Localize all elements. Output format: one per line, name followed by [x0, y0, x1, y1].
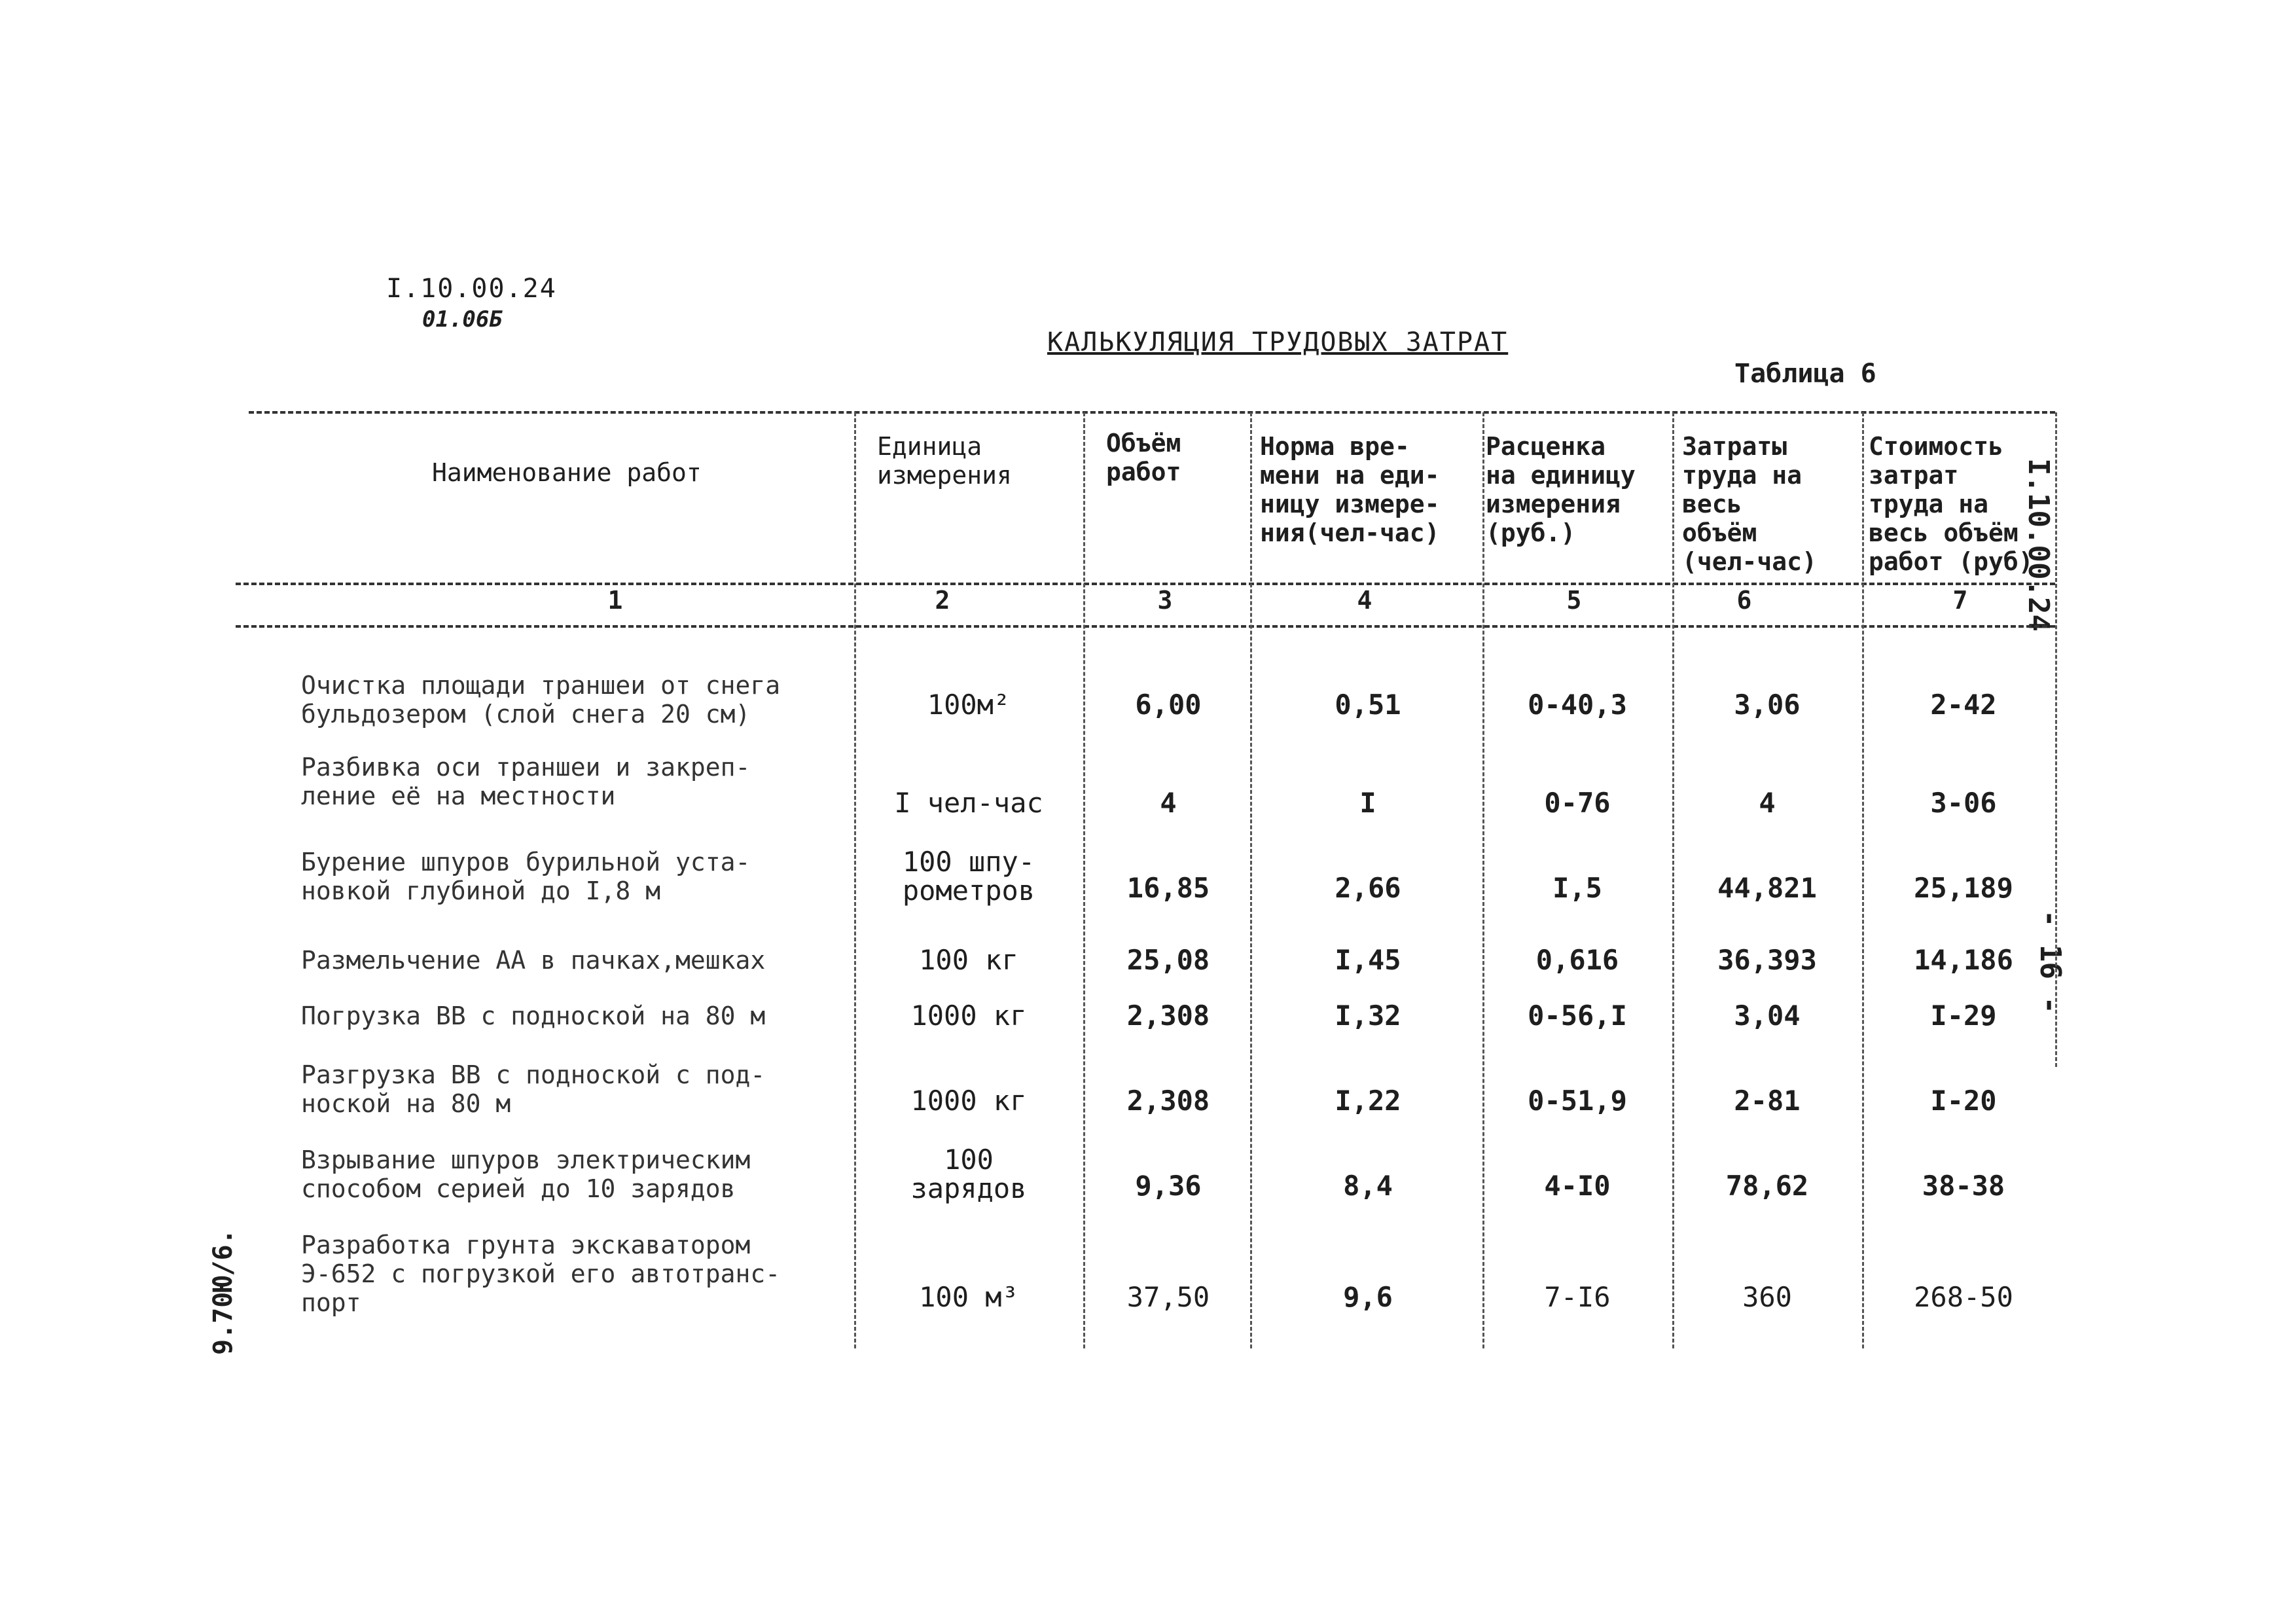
row-volume: 37,50 [1126, 1281, 1210, 1313]
row-work-name: Взрывание шпуров электрическим способом серией до 10 зарядов [301, 1146, 751, 1203]
row-norm: I,22 [1335, 1085, 1401, 1117]
col-divider [1862, 412, 1864, 1348]
header-rate: Расценка на единицу измерения (руб.) [1486, 432, 1636, 547]
row-work-name: Бурение шпуров бурильной уста- новкой глубиной до I,8 м [301, 848, 751, 905]
row-labor: 44,821 [1717, 872, 1817, 904]
row-norm: I,32 [1335, 1000, 1401, 1032]
row-norm: 9,6 [1343, 1281, 1393, 1313]
row-rate: 7-I6 [1544, 1281, 1611, 1313]
col-divider [1250, 412, 1252, 1348]
page-number: - 16 - [2034, 910, 2067, 1014]
row-unit: 100 кг [919, 944, 1018, 976]
row-labor: 78,62 [1725, 1170, 1809, 1202]
document-subcode: 01.06Б [422, 306, 503, 333]
row-unit: 100 зарядов [910, 1144, 1027, 1204]
row-cost: I-20 [1930, 1085, 1997, 1117]
header-time-norm: Норма вре- мени на еди- ницу измере- ния(чел-час) [1260, 432, 1440, 547]
row-labor: 3,04 [1734, 1000, 1801, 1032]
row-norm: 0,51 [1335, 689, 1401, 721]
document-title: КАЛЬКУЛЯЦИЯ ТРУДОВЫХ ЗАТРАТ [1047, 327, 1509, 357]
side-archive-mark: 9.70Ю/6. [208, 1229, 238, 1355]
row-cost: 14,186 [1914, 944, 2013, 976]
colnum-bottom-rule [236, 625, 2055, 628]
column-number: 4 [1357, 586, 1372, 615]
row-work-name: Разгрузка ВВ с подноской с под- ноской на 80 м [301, 1060, 766, 1118]
row-volume: 4 [1160, 787, 1177, 819]
header-unit: Единица измерения [877, 432, 1012, 490]
row-norm: 8,4 [1343, 1170, 1393, 1202]
row-labor: 360 [1742, 1281, 1792, 1313]
header-work-name: Наименование работ [432, 458, 702, 487]
row-work-name: Погрузка ВВ с подноской на 80 м [301, 1001, 766, 1030]
row-rate: 0-40,3 [1528, 689, 1627, 721]
row-rate: 4-I0 [1544, 1170, 1611, 1202]
row-volume: 25,08 [1126, 944, 1210, 976]
row-volume: 16,85 [1126, 872, 1210, 904]
row-volume: 6,00 [1135, 689, 1202, 721]
column-number: 5 [1566, 586, 1582, 615]
column-number: 7 [1952, 586, 1968, 615]
column-number: 6 [1736, 586, 1752, 615]
row-cost: 25,189 [1914, 872, 2013, 904]
header-cost: Стоимость затрат труда на весь объём работ (руб) [1869, 432, 2034, 576]
row-volume: 2,308 [1126, 1000, 1210, 1032]
side-document-code: I.10.00.24 [2022, 458, 2055, 632]
row-norm: I [1359, 787, 1376, 819]
document-code: I.10.00.24 [386, 274, 557, 304]
column-number: 1 [607, 586, 623, 615]
row-unit: 1000 кг [910, 1000, 1027, 1032]
row-volume: 9,36 [1135, 1170, 1202, 1202]
header-bottom-rule [236, 583, 2055, 585]
row-unit: 1000 кг [910, 1085, 1027, 1117]
header-labor: Затраты труда на весь объём (чел-час) [1682, 432, 1817, 576]
row-cost: 2-42 [1930, 689, 1997, 721]
row-cost: 3-06 [1930, 787, 1997, 819]
row-work-name: Разработка грунта экскаватором Э-652 с погрузкой его автотранс- порт [301, 1231, 781, 1317]
column-number: 3 [1157, 586, 1173, 615]
header-volume: Объём работ [1106, 429, 1181, 486]
row-rate: 0-56,I [1528, 1000, 1627, 1032]
row-work-name: Разбивка оси траншеи и закреп- ление её на местности [301, 753, 751, 810]
col-divider [1672, 412, 1674, 1348]
row-unit: 100м² [927, 689, 1011, 721]
column-number: 2 [935, 586, 950, 615]
col-divider [854, 412, 856, 1348]
row-cost: 38-38 [1922, 1170, 2005, 1202]
row-rate: I,5 [1552, 872, 1602, 904]
row-labor: 2-81 [1734, 1085, 1801, 1117]
row-volume: 2,308 [1126, 1085, 1210, 1117]
row-norm: I,45 [1335, 944, 1401, 976]
col-divider [1482, 412, 1484, 1348]
row-rate: 0,616 [1535, 944, 1619, 976]
row-unit: 100 шпу- рометров [902, 846, 1035, 907]
row-labor: 36,393 [1717, 944, 1817, 976]
row-unit: I чел-час [894, 787, 1043, 819]
row-unit: 100 м³ [919, 1281, 1018, 1313]
table-top-rule [249, 411, 2055, 414]
row-rate: 0-76 [1544, 787, 1611, 819]
row-cost: 268-50 [1914, 1281, 2013, 1313]
row-norm: 2,66 [1335, 872, 1401, 904]
row-work-name: Размельчение АА в пачках,мешках [301, 946, 766, 975]
col-divider [1083, 412, 1085, 1348]
row-rate: 0-51,9 [1528, 1085, 1627, 1117]
row-labor: 3,06 [1734, 689, 1801, 721]
row-cost: I-29 [1930, 1000, 1997, 1032]
row-labor: 4 [1759, 787, 1776, 819]
table-label: Таблица 6 [1734, 359, 1876, 389]
row-work-name: Очистка площади траншеи от снега бульдозером (слой снега 20 см) [301, 671, 781, 729]
